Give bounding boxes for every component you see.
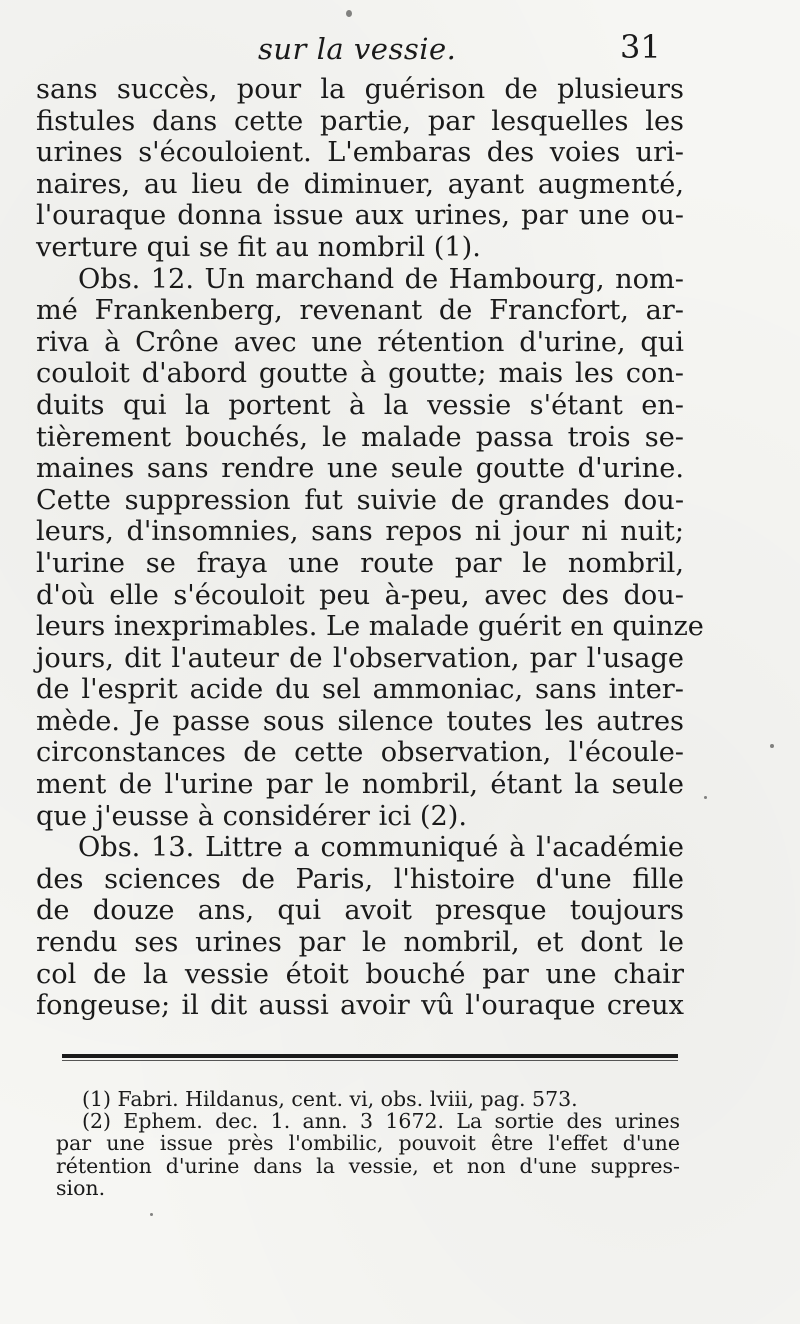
text-line: Obs. 12. Un marchand de Hambourg, nom- bbox=[78, 263, 684, 295]
footnote-rule-thin bbox=[62, 1060, 678, 1061]
page-number: 31 bbox=[620, 28, 661, 66]
text-line: l'ouraque donna issue aux urines, par une ou- bbox=[36, 200, 684, 232]
text-line: riva à Crône avec une rétention d'urine, qui bbox=[36, 326, 684, 358]
text-line: de l'esprit acide du sel ammoniac, sans inter- bbox=[36, 674, 684, 706]
footnotes bbox=[56, 1088, 680, 1199]
text-line: duits qui la portent à la vessie s'étant en- bbox=[36, 389, 684, 421]
text-line: maines sans rendre une seule goutte d'urine. bbox=[36, 453, 684, 485]
text-line: rendu ses urines par le nombril, et dont le bbox=[36, 927, 684, 959]
text-line: col de la vessie étoit bouché par une chair bbox=[36, 958, 684, 990]
text-line: fongeuse; il dit aussi avoir vû l'ouraque creux bbox=[36, 990, 684, 1022]
text-line: Cette suppression fut suivie de grandes dou- bbox=[36, 484, 684, 516]
text-line: ment de l'urine par le nombril, étant la seule bbox=[36, 769, 684, 801]
footnote-line: (2) Ephem. dec. 1. ann. 3 1672. La sortie des urines bbox=[82, 1109, 680, 1134]
footnote-line: sion. bbox=[56, 1175, 106, 1200]
text-line: leurs inexprimables. Le malade guérit en quinze bbox=[36, 611, 704, 643]
ink-speck bbox=[346, 10, 352, 17]
ink-speck bbox=[770, 744, 774, 748]
text-line: jours, dit l'auteur de l'observation, par l'usage bbox=[36, 642, 684, 674]
text-line: circonstances de cette observation, l'écoule- bbox=[36, 737, 684, 769]
text-line: Obs. 13. Littre a communiqué à l'académie bbox=[78, 832, 684, 864]
text-line: naires, au lieu de diminuer, ayant augmenté, bbox=[36, 168, 684, 200]
text-line: d'où elle s'écouloit peu à-peu, avec des dou- bbox=[36, 579, 684, 611]
text-line: l'urine se fraya une route par le nombril, bbox=[36, 547, 684, 579]
ink-speck bbox=[150, 1213, 153, 1216]
page-header bbox=[0, 28, 800, 72]
ink-speck bbox=[704, 796, 707, 799]
text-line: mède. Je passe sous silence toutes les autres bbox=[36, 705, 684, 737]
text-line: tièrement bouchés, le malade passa trois se- bbox=[36, 421, 684, 453]
footnote-line: par une issue près l'ombilic, pouvoit être l'effet d'une bbox=[56, 1131, 680, 1156]
body-text bbox=[36, 74, 704, 1022]
text-line: sans succès, pour la guérison de plusieurs bbox=[36, 74, 684, 105]
text-line: que j'eusse à considérer ici (2). bbox=[36, 800, 468, 832]
text-line: leurs, d'insomnies, sans repos ni jour ni nuit; bbox=[36, 516, 684, 548]
text-line: mé Frankenberg, revenant de Francfort, ar- bbox=[36, 295, 684, 327]
text-line: de douze ans, qui avoit presque toujours bbox=[36, 895, 684, 927]
footnote-line: (1) Fabri. Hildanus, cent. vi, obs. lviii, pag. 573. bbox=[82, 1087, 578, 1111]
footnote-rule bbox=[62, 1054, 678, 1058]
footnote-line: rétention d'urine dans la vessie, et non d'une suppres- bbox=[56, 1153, 680, 1178]
running-title: sur la vessie. bbox=[258, 32, 457, 66]
text-line: verture qui se fit au nombril (1). bbox=[36, 231, 481, 263]
text-line: urines s'écouloient. L'embaras des voies uri- bbox=[36, 137, 684, 169]
text-line: des sciences de Paris, l'histoire d'une fille bbox=[36, 863, 684, 895]
text-line: couloit d'abord goutte à goutte; mais les con- bbox=[36, 358, 684, 390]
text-line: fistules dans cette partie, par lesquelles les bbox=[36, 105, 684, 137]
